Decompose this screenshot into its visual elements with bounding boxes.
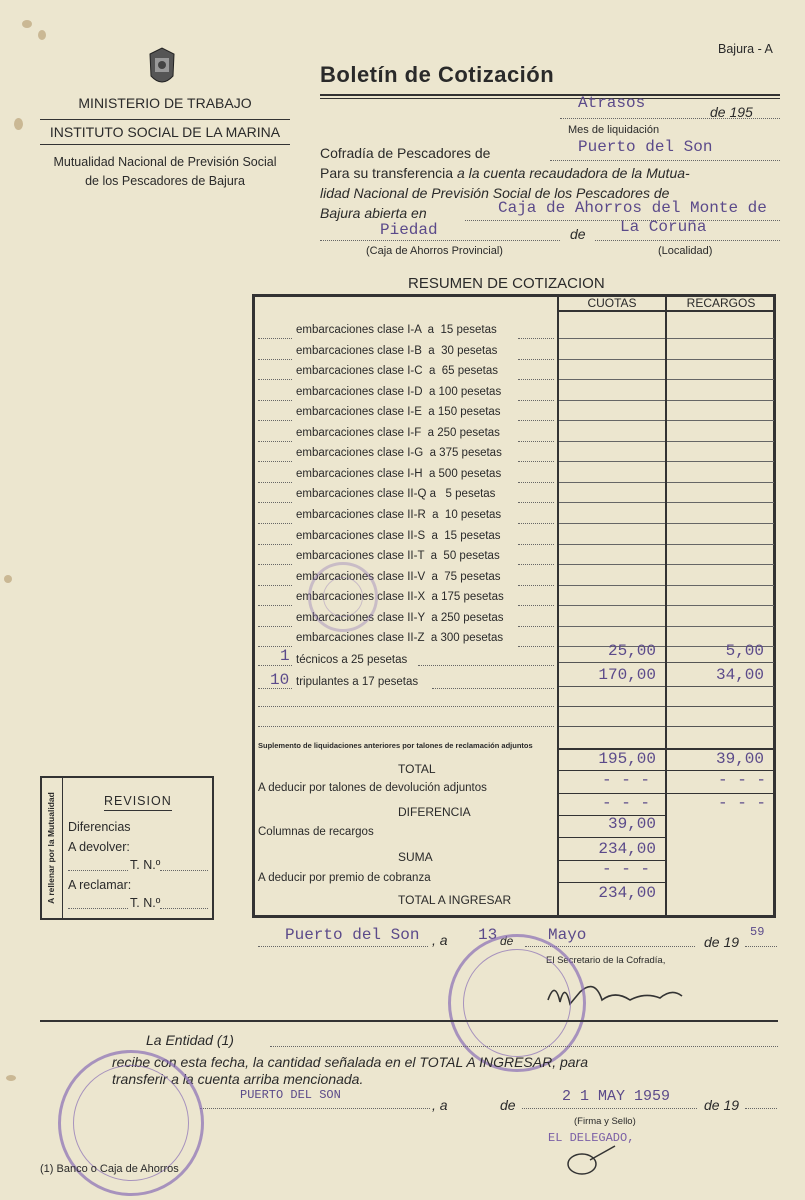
class-row-label: embarcaciones clase I-H a 500 pesetas — [296, 468, 502, 480]
cell-line — [667, 400, 774, 401]
tripulantes-recargos: 34,00 — [715, 666, 764, 684]
row-dots — [518, 544, 554, 545]
entity-place-line — [200, 1108, 430, 1109]
sig-day: 13 — [478, 926, 498, 944]
reclamar-tn: T. N.º — [130, 896, 161, 910]
row-dots — [518, 605, 554, 606]
tecnicos-count: 1 — [280, 647, 290, 665]
bank-line-2 — [320, 240, 560, 241]
class-row-label: embarcaciones clase II-Z a 300 pesetas — [296, 632, 504, 644]
premio-label: A deducir por premio de cobranza — [258, 872, 431, 884]
tecnicos-dots — [418, 665, 554, 666]
cell-line — [667, 379, 774, 380]
firma-label: (Firma y Sello) — [574, 1116, 636, 1127]
devolver-tn: T. N.º — [130, 858, 161, 872]
cell-line — [559, 502, 665, 503]
tripulantes-cuotas: 170,00 — [598, 666, 656, 684]
cell-line — [667, 420, 774, 421]
row-count-line — [258, 626, 292, 627]
cell-line — [559, 441, 665, 442]
class-row-label: embarcaciones clase I-A a 15 pesetas — [296, 324, 497, 336]
devolver-line — [68, 870, 128, 871]
cell-line — [559, 359, 665, 360]
cofradia-label: Cofradía de Pescadores de — [320, 145, 491, 161]
deducir-cuotas: - - - — [601, 771, 650, 789]
premio-value: - - - — [601, 860, 650, 878]
revision-diferencias: Diferencias — [68, 820, 131, 834]
mes-caption: Mes de liquidación — [568, 124, 660, 136]
revision-reclamar: A reclamar: — [68, 878, 132, 892]
tripulantes-count: 10 — [270, 671, 290, 689]
cofradia-stamp — [448, 934, 586, 1072]
total-cuotas: 195,00 — [598, 750, 656, 768]
cell-line — [559, 882, 665, 883]
entity-year-line — [745, 1108, 777, 1109]
cell-line — [559, 564, 665, 565]
transfer-text-2: lidad Nacional de Previsión Social de los Pescadores de — [320, 185, 670, 201]
stain — [14, 118, 23, 130]
col-divider — [557, 296, 559, 916]
cell-line — [667, 726, 774, 727]
diferencia-label: DIFERENCIA — [398, 805, 471, 819]
cell-line — [667, 544, 774, 545]
entity-line1-dots — [270, 1046, 778, 1047]
revision-side-label: A rellenar por la Mutualidad — [40, 778, 63, 918]
sig-year: de 19 — [704, 934, 740, 950]
transfer-b: a la cuenta recaudadora de la Mutua- — [456, 165, 690, 181]
cell-line — [559, 420, 665, 421]
col-recargos-header: RECARGOS — [686, 296, 756, 310]
cell-line — [667, 564, 774, 565]
entity-place: PUERTO DEL SON — [240, 1088, 341, 1102]
stain — [4, 575, 12, 583]
class-row-label: embarcaciones clase II-Y a 250 pesetas — [296, 612, 504, 624]
corner-label: Bajura - A — [718, 42, 773, 56]
row-dots — [518, 400, 554, 401]
total-label: TOTAL — [398, 762, 436, 776]
coat-of-arms-icon — [146, 46, 178, 95]
cell-line — [667, 626, 774, 627]
stain — [6, 1075, 16, 1081]
reclamar-tn-line — [160, 908, 208, 909]
revision-title: REVISION — [104, 794, 172, 811]
row-count-line — [258, 359, 292, 360]
col-recargos-value: 39,00 — [607, 815, 656, 833]
sig-month: Mayo — [548, 926, 587, 944]
cell-line — [559, 523, 665, 524]
suma-value: 234,00 — [598, 840, 656, 858]
header-line — [559, 310, 775, 312]
cell-line — [559, 461, 665, 462]
devolver-tn-line — [160, 870, 208, 871]
entity-a: , a — [432, 1097, 448, 1113]
locality-value: La Coruña — [620, 218, 707, 236]
deducir-recargos: - - - — [717, 771, 766, 789]
blank-line — [258, 726, 554, 727]
cell-line — [559, 482, 665, 483]
page-title: Boletín de Cotización — [320, 62, 555, 87]
cell-line — [559, 338, 665, 339]
reclamar-line — [68, 908, 128, 909]
cell-line — [559, 544, 665, 545]
row-count-line — [258, 441, 292, 442]
summary-title: RESUMEN DE COTIZACION — [408, 275, 605, 292]
cell-line — [667, 482, 774, 483]
row-count-line — [258, 379, 292, 380]
tripulantes-label: tripulantes a 17 pesetas — [296, 676, 419, 688]
cell-line — [667, 338, 774, 339]
tecnicos-label: técnicos a 25 pesetas — [296, 654, 408, 666]
mutual-line2: de los Pescadores de Bajura — [85, 174, 245, 188]
row-count-line — [258, 502, 292, 503]
class-row-label: embarcaciones clase I-C a 65 pesetas — [296, 365, 498, 377]
cell-line — [559, 686, 665, 687]
row-dots — [518, 585, 554, 586]
class-row-label: embarcaciones clase II-T a 50 pesetas — [296, 550, 500, 562]
cell-line — [667, 706, 774, 707]
sig-a: , a — [432, 932, 448, 948]
cofradia-value: Puerto del Son — [578, 138, 713, 156]
row-dots — [518, 502, 554, 503]
row-dots — [518, 441, 554, 442]
class-row-label: embarcaciones clase I-F a 250 pesetas — [296, 427, 500, 439]
delegado-label: EL DELEGADO, — [548, 1131, 635, 1145]
tripulantes-dots — [432, 688, 554, 689]
cell-line — [559, 585, 665, 586]
header-left — [40, 95, 290, 191]
diferencia-recargos: - - - — [717, 794, 766, 812]
suplemento-label: Suplemento de liquidaciones anteriores por talones de reclamación adjuntos — [258, 741, 533, 750]
row-dots — [518, 420, 554, 421]
deducir-label: A deducir por talones de devolución adjuntos — [258, 782, 487, 794]
transfer-text-3: Bajura abierta en — [320, 205, 427, 221]
cell-line — [559, 379, 665, 380]
class-row-label: embarcaciones clase I-B a 30 pesetas — [296, 345, 498, 357]
caption-bank: (Caja de Ahorros Provincial) — [366, 245, 503, 257]
cell-line — [559, 626, 665, 627]
year-prefix: de 195 — [710, 104, 753, 120]
class-row-label: embarcaciones clase II-V a 75 pesetas — [296, 571, 501, 583]
tecnicos-cuotas: 25,00 — [607, 642, 656, 660]
cell-line — [667, 441, 774, 442]
cell-line — [559, 837, 665, 838]
cell-line — [667, 605, 774, 606]
mutual-line1: Mutualidad Nacional de Previsión Social — [53, 155, 277, 169]
row-dots — [518, 461, 554, 462]
secretary-label: El Secretario de la Cofradía, — [546, 955, 666, 966]
locality-line — [595, 240, 780, 241]
row-dots — [518, 646, 554, 647]
row-dots — [518, 626, 554, 627]
institute-name: INSTITUTO SOCIAL DE LA MARINA — [40, 119, 290, 145]
entity-line3: transferir a la cuenta arriba mencionada. — [112, 1071, 364, 1087]
col-recargos-label: Columnas de recargos — [258, 826, 374, 838]
total-recargos: 39,00 — [715, 750, 764, 768]
caption-locality: (Localidad) — [658, 245, 713, 257]
bank-value-2: Piedad — [380, 221, 438, 239]
period-value: Atrasos — [578, 94, 646, 112]
entity-line1: La Entidad (1) — [146, 1032, 234, 1048]
cell-line — [559, 400, 665, 401]
row-count-line — [258, 461, 292, 462]
row-count-line — [258, 338, 292, 339]
entity-de: de — [500, 1097, 516, 1113]
blank-line — [258, 706, 554, 707]
sig-year-suffix: 59 — [750, 925, 765, 939]
cell-line — [559, 706, 665, 707]
faint-stamp — [308, 562, 378, 632]
title-rule — [320, 94, 780, 99]
col-divider — [665, 296, 667, 916]
cell-line — [667, 662, 774, 663]
entity-date: 2 1 MAY 1959 — [562, 1088, 671, 1105]
section-separator — [40, 1020, 778, 1022]
footnote: (1) Banco o Caja de Ahorros — [40, 1163, 179, 1175]
row-dots — [518, 523, 554, 524]
class-row-label: embarcaciones clase II-Q a 5 pesetas — [296, 488, 496, 500]
col-cuotas-header: CUOTAS — [587, 296, 637, 310]
row-count-line — [258, 420, 292, 421]
class-row-label: embarcaciones clase II-X a 175 pesetas — [296, 591, 504, 603]
cell-line — [667, 523, 774, 524]
row-count-line — [258, 400, 292, 401]
ingresar-label: TOTAL A INGRESAR — [398, 893, 512, 907]
class-row-label: embarcaciones clase I-G a 375 pesetas — [296, 447, 502, 459]
diferencia-cuotas: - - - — [601, 794, 650, 812]
row-dots — [518, 338, 554, 339]
row-count-line — [258, 544, 292, 545]
class-row-label: embarcaciones clase I-D a 100 pesetas — [296, 386, 502, 398]
row-dots — [518, 359, 554, 360]
row-count-line — [258, 482, 292, 483]
cell-line — [667, 359, 774, 360]
ingresar-value: 234,00 — [598, 884, 656, 902]
cell-line — [667, 502, 774, 503]
row-count-line — [258, 605, 292, 606]
sig-place: Puerto del Son — [285, 926, 420, 944]
cofradia-line — [550, 160, 780, 161]
stain — [38, 30, 46, 40]
cell-line — [667, 461, 774, 462]
transfer-a: Para su transferencia — [320, 165, 454, 181]
cell-line — [667, 585, 774, 586]
row-count-line — [258, 523, 292, 524]
class-row-label: embarcaciones clase II-R a 10 pesetas — [296, 509, 502, 521]
entity-date-line — [522, 1108, 697, 1109]
row-dots — [518, 482, 554, 483]
revision-box — [40, 776, 214, 920]
row-dots — [518, 564, 554, 565]
ministry-name: MINISTERIO DE TRABAJO — [78, 95, 252, 111]
row-dots — [518, 379, 554, 380]
de-label: de — [570, 226, 586, 242]
transfer-text-1 — [320, 165, 690, 181]
bank-value-1: Caja de Ahorros del Monte de — [498, 199, 767, 217]
tecnicos-count-line — [258, 665, 292, 666]
entity-year: de 19 — [704, 1097, 740, 1113]
cell-line — [559, 605, 665, 606]
row-count-line — [258, 564, 292, 565]
sig-year-line — [745, 946, 777, 947]
sig-place-line — [258, 946, 428, 947]
class-row-label: embarcaciones clase I-E a 150 pesetas — [296, 406, 501, 418]
sig-de: de — [500, 934, 514, 948]
cell-line — [559, 726, 665, 727]
cell-line — [559, 662, 665, 663]
row-count-line — [258, 585, 292, 586]
delegado-signature-icon — [560, 1140, 630, 1185]
cell-line — [667, 686, 774, 687]
stain — [22, 20, 32, 28]
suma-label: SUMA — [398, 850, 433, 864]
class-row-label: embarcaciones clase II-S a 15 pesetas — [296, 530, 501, 542]
revision-devolver: A devolver: — [68, 840, 130, 854]
entity-line2: recibe con esta fecha, la cantidad señalada en el TOTAL A INGRESAR, para — [112, 1054, 589, 1070]
tecnicos-recargos: 5,00 — [725, 642, 764, 660]
